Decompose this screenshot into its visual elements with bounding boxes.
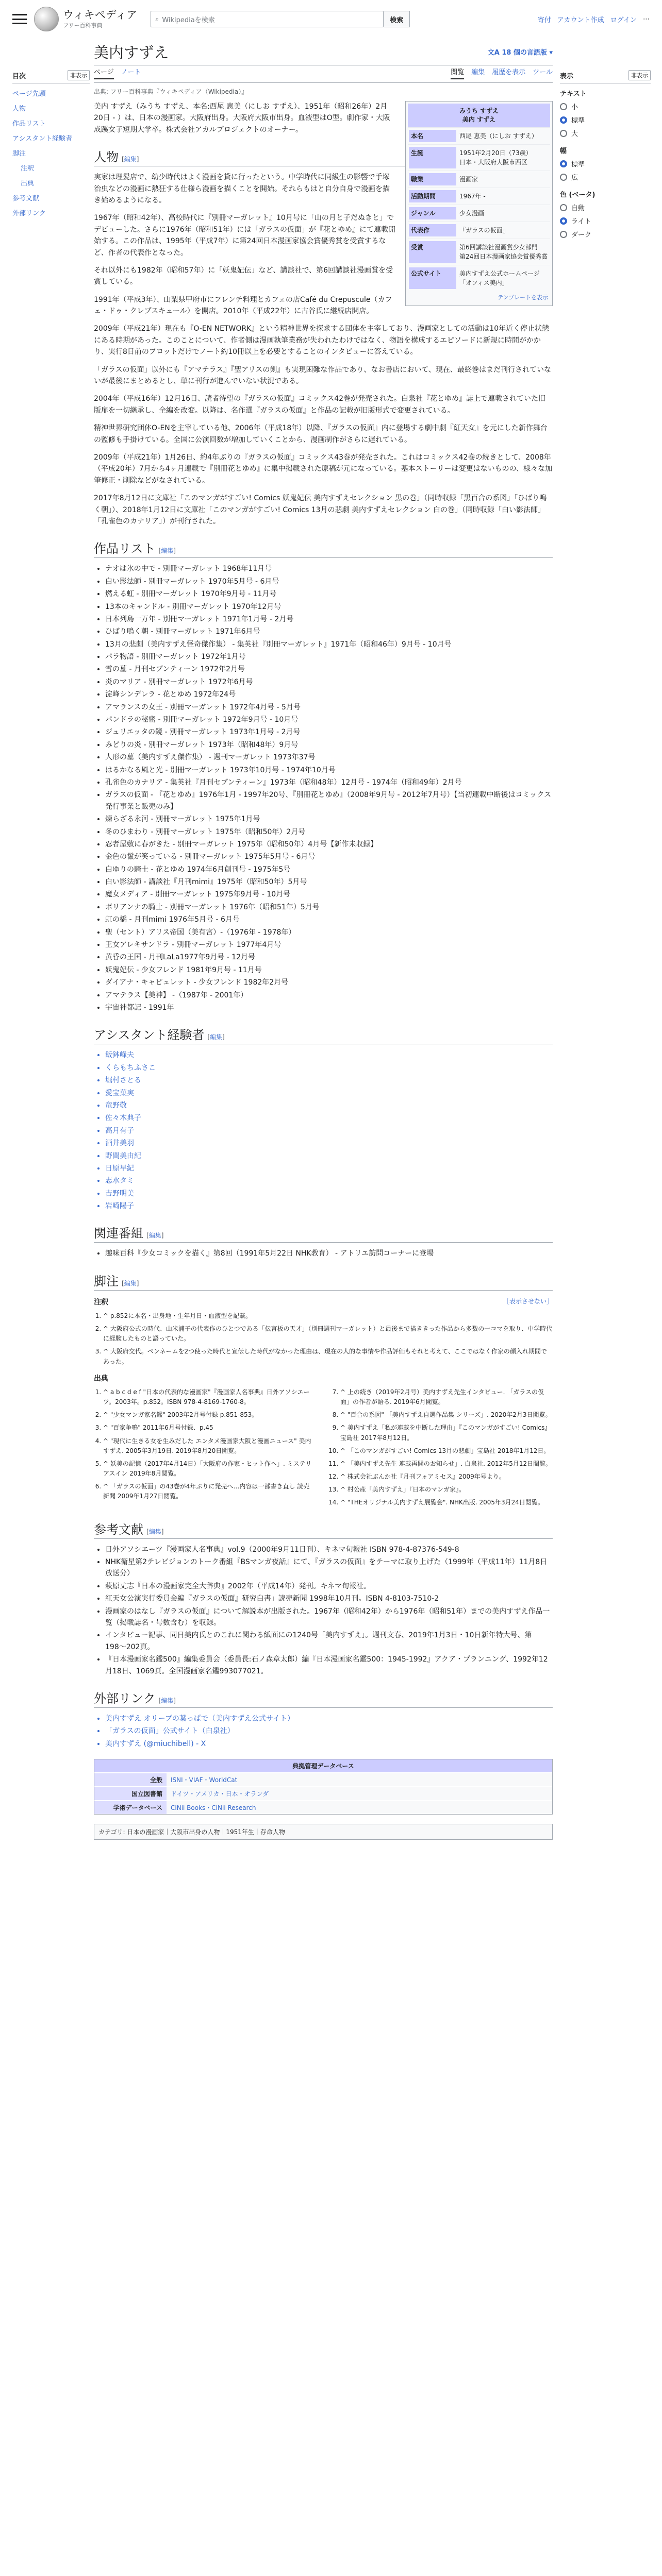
heading-notes: 脚注 [編集] <box>94 1271 553 1291</box>
work-item: • 13本のキャンドル - 別冊マーガレット 1970年12月号 <box>105 601 553 613</box>
assistant-item[interactable]: • 竜野敬 <box>105 1100 553 1111</box>
work-item: • 聖（セント）アリス帝国（美有宮）-（1976年 - 1978年） <box>105 927 553 938</box>
work-item: • 燃える虹 - 別冊マーガレット 1970年9月号 - 11月号 <box>105 588 553 600</box>
assistant-item[interactable]: • くらもちふさこ <box>105 1062 553 1074</box>
person-paragraph: それ以外にも1982年（昭和57年）に「妖鬼妃伝」など、講談社で、第6回講談社漫画賞を受賞している。 <box>94 266 393 286</box>
heading-ext: 外部リンク [編集] <box>94 1688 553 1708</box>
assistant-item[interactable]: • 堀村さとる <box>105 1075 553 1086</box>
infobox-row <box>408 205 550 222</box>
toc-item-top[interactable]: ページ先頭 <box>12 90 46 98</box>
work-item: • アマテラス【美神】 -（1987年 - 2001年） <box>105 990 553 1001</box>
assistant-item[interactable]: • 志水タミ <box>105 1175 553 1187</box>
edit-link[interactable]: [編集] <box>122 1279 139 1287</box>
edit-link[interactable]: [編集] <box>207 1033 225 1041</box>
person-paragraph: 2009年（平成21年）1月26日、約4年ぶりの『ガラスの仮面』コミックス43巻が発売された。これはコミックス42巻の続きとして、2008年（平成20年）7月から4ヶ月連載で『別冊花とゆめ』に集中掲載された原稿が元になっている。基本ストーリーは変更はないものの、様々な加筆修正・削除などがなされている。 <box>94 453 553 485</box>
toc-item-person[interactable]: 人物 <box>12 105 26 113</box>
infobox-key: ジャンル <box>409 207 456 219</box>
search-input[interactable]: ⌕ Wikipediaを検索 <box>151 11 384 27</box>
assistant-item[interactable]: • 飯鉢峰夫 <box>105 1049 553 1061</box>
width-option-wide[interactable]: 広 <box>560 172 651 182</box>
width-label: 幅 <box>560 147 567 155</box>
infobox-key: 公式サイト <box>409 267 456 289</box>
infobox-row <box>408 171 550 188</box>
citation-item: 11. ^ 「美内すずえ先生 連載再開のお知らせ」. 白泉社. 2012年5月12日閲覧。 <box>340 1459 553 1469</box>
assistant-item[interactable]: • 野間美由紀 <box>105 1150 553 1162</box>
reference-item: • 漫画家のはなし『ガラスの仮面』について解説本が出版された。1967年（昭和42年）から1976年（昭和51年）までの美内すずえ作品一覧（掲載誌名・号数含む）を収録。 <box>105 1606 553 1629</box>
infobox-value: 1951年2月20日（73歳） 日本・大阪府大阪市西区 <box>459 149 532 166</box>
toc-hide-button[interactable]: 非表示 <box>68 70 90 80</box>
lead-paragraph: 美内 すずえ（みうち すずえ、本名:西尾 恵美（にしお すずえ）、1951年（昭和26年）2月20日 - ）は、日本の漫画家。大阪府出身。大阪府大阪市出身。血液型はO型。劇作家・大阪成蹊女子短期大学卒。株式会社アカルプロジェクトのオーナー。 <box>94 103 390 134</box>
assistant-item[interactable]: • 高月有子 <box>105 1125 553 1137</box>
text-size-label: テキスト <box>560 90 587 98</box>
tab-tools[interactable]: ツール <box>533 69 553 76</box>
work-item: • ジュリエッタの鏡 - 別冊マーガレット 1973年1月号 - 2月号 <box>105 726 553 738</box>
search-form <box>151 11 410 27</box>
work-item: • 人形の墓（美内すずえ傑作集） - 週刊マーガレット 1973年37号 <box>105 752 553 763</box>
site-logo[interactable] <box>34 7 137 31</box>
citation-item: 9. ^ 美内すずえ「私が連載を中断した理由」『このマンガがすごい! Comics』宝島社 2017年8月12日。 <box>340 1423 553 1443</box>
work-item: • はるかなる風と光 - 別冊マーガレット 1973年10月号 - 1974年10月号 <box>105 765 553 776</box>
citation-item: 3. ^ "百家争鳴" 2011年6月号付録、p.45 <box>103 1423 316 1433</box>
more-icon[interactable]: ⋯ <box>643 15 650 23</box>
work-item: • 黄昏の王国 - 月刊LaLa1977年9月号 - 12月号 <box>105 952 553 963</box>
color-option-auto[interactable]: 自動 <box>560 202 651 212</box>
navbox-value[interactable]: ドイツ・アメリカ・日本・オランダ <box>167 1787 552 1800</box>
external-link[interactable]: • 「ガラスの仮面」公式サイト（白泉社） <box>105 1725 553 1737</box>
navbox-value[interactable]: CiNii Books・CiNii Research <box>167 1801 552 1814</box>
color-option-dark[interactable]: ダーク <box>560 229 651 239</box>
page-title-row <box>94 43 553 65</box>
heading-chu: 注釈 ［表示させない］ <box>94 1297 553 1307</box>
citation-item: 1. ^ a b c d e f "日本の代表的な漫画家"『漫画家人名事典』日外アソシエーツ。2003年。p.852。ISBN 978-4-8169-1760-8。 <box>103 1387 316 1407</box>
infobox-key: 職業 <box>409 173 456 185</box>
assistant-item[interactable]: • 吉野明美 <box>105 1188 553 1199</box>
infobox-value: 西尾 恵美（にしお すずえ） <box>459 132 538 140</box>
width-option-standard[interactable]: 標準 <box>560 159 651 168</box>
source-line: 出典: フリー百科事典『ウィキペディア（Wikipedia）』 <box>94 88 248 95</box>
work-item: • 白ゆりの騎士 - 花とゆめ 1974年6月創刊号 - 1975年5号 <box>105 864 553 875</box>
work-item: • ダイアナ・キャピュレット - 少女フレンド 1982年2月号 <box>105 977 553 988</box>
navbox-value[interactable]: ISNI・VIAF・WorldCat <box>167 1773 552 1786</box>
infobox-row <box>408 188 550 205</box>
work-item: • 雪の墓 - 月刊セブンティーン 1972年2月号 <box>105 664 553 675</box>
work-item: • 淀峰シンデレラ - 花とゆめ 1972年24号 <box>105 689 553 700</box>
color-label: 色 (ベータ) <box>560 191 595 199</box>
text-option-large[interactable]: 大 <box>560 128 651 138</box>
heading-shutten: 出典 <box>94 1374 108 1383</box>
reference-item: • 紅天女公演実行委員会編『ガラスの仮面』研究白書」読売新聞 1998年10月刊。ISBN 4-8103-7510-2 <box>105 1593 553 1604</box>
work-item: • 王女アレキサンドラ - 別冊マーガレット 1977年4月号 <box>105 939 553 951</box>
tab-page[interactable]: ページ <box>94 66 114 79</box>
navbox-key: 国立図書館 <box>94 1787 167 1800</box>
wordmark: ウィキペディア <box>63 9 138 21</box>
reference-item: • NHK衛星第2テレビジョンのトーク番組『BSマンガ夜話』にて、『ガラスの仮面』をテーマに取り上げた（1999年（平成11年）11月8日放送分） <box>105 1556 553 1580</box>
person-paragraph: 1967年（昭和42年）、高校時代に『別冊マーガレット』10月号に「山の月と子だぬきと」でデビューした。さらに1976年（昭和51年）には「ガラスの仮面」が『花とゆめ』にて連載開始する。この作品は、1995年（平成7年）に第24回日本漫画家協会賞優秀賞を受賞するなど、作者の代表作となった。 <box>94 214 396 257</box>
infobox-row <box>408 127 550 144</box>
assistant-item[interactable]: • 岩崎陽子 <box>105 1200 553 1212</box>
assistant-item[interactable]: • 佐々木典子 <box>105 1112 553 1124</box>
work-item: • パンドラの秘密 - 別冊マーガレット 1972年9月号 - 10月号 <box>105 714 553 725</box>
color-option-light[interactable]: ライト <box>560 216 651 226</box>
work-item: • 煉らざる永河 - 別冊マーガレット 1975年1月号 <box>105 814 553 825</box>
citation-item: 13. ^ 村公産「美内すずえ」『日本のマンガ家』。 <box>340 1485 553 1495</box>
work-item: • 白い影法師 - 別冊マーガレット 1970年5月号 - 6月号 <box>105 576 553 587</box>
work-item: • ひばり鳴く朝 - 別冊マーガレット 1971年6月号 <box>105 626 553 637</box>
edit-link[interactable]: [編集] <box>158 547 176 555</box>
infobox-key: 生誕 <box>409 147 456 168</box>
navbox-row <box>94 1772 552 1786</box>
toc-sidebar <box>12 70 90 223</box>
note-item: 2. ^ 大阪府公式の時代、山米浦子の代表作のひとつである「伝言板の天才」（別冊週刊マーガレット）と最後まで描ききった作品から多数の一コマを取り、中学時代に経験したものと語っていた。 <box>103 1324 553 1344</box>
navbox-title: 典拠管理データベース <box>94 1759 552 1772</box>
infobox-value: 美内すずえ公式ホームページ「オフィス美内」 <box>459 269 540 286</box>
navbox-row <box>94 1800 552 1814</box>
work-item: • 金色の鬣が笑っている - 別冊マーガレット 1975年5月号 - 6月号 <box>105 851 553 862</box>
reference-item: • 『日本漫画家名鑑500』編集委員会（委員長:石ノ森章太郎）編『日本漫画家名鑑500：1945-1992』アクア・プランニング、1992年12月18日、1069頁。全国漫画家名鑑993077021。 <box>105 1654 553 1677</box>
toc-item-refs[interactable]: 参考文献 <box>12 195 40 202</box>
work-item: • アマランスの女王 - 別冊マーガレット 1972年4月号 - 5月号 <box>105 702 553 713</box>
menu-icon[interactable] <box>12 14 27 24</box>
assistant-item[interactable]: • 酒井美羽 <box>105 1138 553 1149</box>
category-box: カテゴリ: 日本の漫画家｜大阪市出身の人物｜1951年生｜存命人物 <box>94 1824 553 1840</box>
wikipedia-globe-icon <box>34 7 59 31</box>
work-item: • 日本列島一万年 - 別冊マーガレット 1971年1月号 - 2月号 <box>105 614 553 625</box>
external-link[interactable]: • 美内すずえ オリーブの葉っぱで（美内すずえ公式サイト） <box>105 1713 553 1724</box>
work-item: • 13月の悲劇（美内すずえ怪奇傑作集） - 集英社『別冊マーガレット』1971年（昭和46年）9月号 - 10月号 <box>105 639 553 650</box>
reference-item: • 萩原丈志『日本の漫画家完全大辞典』2002年（平成14年）発刊。キネマ旬報社。 <box>105 1581 553 1592</box>
notes-toggle[interactable]: ［表示させない］ <box>503 1297 553 1305</box>
template-link[interactable]: テンプレートを表示 <box>497 294 548 301</box>
note-item: 3. ^ 大阪府交代。ペンネームを2つ使った時代と宣伝した時代がなかった理由は、現在の人的な事情や作品評価もそれと考えて、ここではなく作家の顔入れ期間であった。 <box>103 1347 553 1366</box>
appearance-title: 表示 <box>560 72 574 80</box>
work-item: • 虹の橋 - 月刊mimi 1976年5月号 - 6月号 <box>105 914 553 925</box>
work-item: • 白い影法師 - 講談社『月刊mimi』1975年（昭和50年）5月号 <box>105 876 553 888</box>
work-item: • ナオは氷の中で - 別冊マーガレット 1968年11月号 <box>105 563 553 574</box>
page-tabs <box>94 65 553 83</box>
reference-item: • インタビュー記事、同日美内氏とのこれに関わる紙面にの1240号「美内すずえ」。週刊文春、2019年1月3日・10日新年特大号、第198〜202頁。 <box>105 1630 553 1653</box>
infobox-key: 本名 <box>409 130 456 142</box>
infobox-row <box>408 239 550 265</box>
citation-item: 4. ^ "現代に生きる女を生みだした エンタメ漫画家大阪と漫画ニュース" 美内すずえ. 2005年3月19日. 2019年8月20日閲覧。 <box>103 1436 316 1456</box>
citation-item: 2. ^ "少女マンガ家名鑑" 2003年2月号付録 p.851-853。 <box>103 1410 316 1420</box>
reference-item: • 日外アソシエーツ『漫画家人名事典』vol.9（2000年9月11日刊）、キネマ旬報社 ISBN 978-4-87376-549-8 <box>105 1544 553 1555</box>
toc-item-assistants[interactable]: アシスタント経験者 <box>12 135 73 143</box>
person-paragraph: 2009年（平成21年）現在も『O-EN NETWORK』という精神世界を探求する団体を主宰しており、漫画家としての活動は10年近く停止状態にある時期があった。このことについて、作者側は漫画執筆業務が失われたわけではなく、物語を構成するエピソードに新規に時間がかかり、実行8日前のプロットだけでノート約10冊以上を必要とすることのインタビューに答えている。 <box>94 325 550 357</box>
navbox-key: 学術データベース <box>94 1801 167 1814</box>
person-paragraph: 2017年8月12日に文庫社「このマンガがすごい! Comics 妖鬼妃伝 美内すずえセレクション 黒の巻」（同時収録「黒百合の系図」「ひばり鳴く朝」）、2018年1月12日に文庫社「このマンガがすごい! Comics 13月の悲劇 美内すずえセレクション 白の巻」（同時収録「白い影法師」「孔雀色のカナリア」）が刊行された。 <box>94 494 547 526</box>
heading-related: 関連番組 [編集] <box>94 1223 553 1243</box>
infobox-key: 活動期間 <box>409 190 456 202</box>
toc-item-chu[interactable]: 注釈 <box>21 165 35 173</box>
toc-item-notes[interactable]: 脚注 <box>12 150 26 158</box>
work-item: • ガラスの仮面 - 『花とゆめ』1976年1月 - 1997年20号、『別冊花とゆめ』（2008年9月号 - 2012年7月号）【当初連載中断後はコミックス発行事業と販売のみ】 <box>105 789 553 812</box>
work-item: • 妖鬼妃伝 - 少女フレンド 1981年9月号 - 11月号 <box>105 964 553 976</box>
navbox-key: 全般 <box>94 1773 167 1786</box>
infobox-key: 受賞 <box>409 241 456 263</box>
citation-item: 8. ^ "百合の系図" 「美内すずえ自選作品集 シリーズ」. 2020年2月3日閲覧。 <box>340 1410 553 1420</box>
person-paragraph: 精神世界研究団体O-ENを主宰している他、2006年（平成18年）以降、『ガラスの仮面』内に登場する劇中劇『紅天女』を元にした新作舞台の監修も手掛けている。全国に公演回数が増加していくことから、漫画制作がさらに遅れている。 <box>94 424 548 444</box>
toc-item-shutten[interactable]: 出典 <box>21 180 35 188</box>
infobox-value: 1967年 - <box>459 192 486 200</box>
language-button[interactable]: 文A 18 個の言語版 ▾ <box>487 49 553 57</box>
search-button[interactable]: 検索 <box>384 11 410 27</box>
work-item: • みどりの炎 - 別冊マーガレット 1973年（昭和48年）9月号 <box>105 739 553 751</box>
site-header <box>0 0 662 38</box>
tab-read[interactable]: 閲覧 <box>451 66 464 79</box>
login-link[interactable]: ログイン <box>610 16 637 24</box>
create-account-link[interactable]: アカウント作成 <box>557 16 604 24</box>
citation-item: 7. ^ 上の続き（2019年2月号）美内すずえ先生インタビュー. 「ガラスの仮面」の作者が語る. 2019年6月閲覧。 <box>340 1387 553 1407</box>
infobox-row <box>408 144 550 171</box>
infobox-value: 漫画家 <box>459 175 478 183</box>
external-link[interactable]: • 美内すずえ (@miuchibell) - X <box>105 1738 553 1750</box>
person-paragraph: 1991年（平成3年）、山梨県甲府市にフレンチ料理とカフェの店Café du Crepuscule（カフェ・ドゥ・クレプスキュール）を開店。2010年（平成22年）に古谷氏に継続店開店。 <box>94 295 392 316</box>
heading-works: 作品リスト [編集] <box>94 538 553 558</box>
infobox-row <box>408 265 550 291</box>
citation-item: 5. ^ 妖美の記憶（2017年4月14日）「大阪府の作家・ヒット作へ」. ミステリアスイン 2019年8月閲覧。 <box>103 1459 316 1479</box>
work-item: • 孔雀色のカナリア - 集英社『月刊セブンティーン』1973年（昭和48年）12月号 - 1974年（昭和49年）2月号 <box>105 777 553 788</box>
tagline: フリー百科事典 <box>63 22 103 29</box>
related-item: • 趣味百科『少女コミックを描く』第8回（1991年5月22日 NHK教育） - アトリエ訪問コーナーに登場 <box>105 1248 553 1259</box>
edit-link[interactable]: [編集] <box>158 1697 176 1704</box>
work-item: • ボリアンナの騎士 - 別冊マーガレット 1976年（昭和51年）5月号 <box>105 902 553 913</box>
appearance-hide-button[interactable]: 非表示 <box>628 70 651 80</box>
text-option-standard[interactable]: 標準 <box>560 115 651 125</box>
tab-talk[interactable]: ノート <box>121 69 141 76</box>
toc-item-works[interactable]: 作品リスト <box>12 120 46 128</box>
assistant-item[interactable]: • 日原早紀 <box>105 1163 553 1174</box>
citation-item: 14. ^ "THEオリジナル美内すずえ展覧会". NHK出版. 2005年3月24日閲覧。 <box>340 1498 553 1507</box>
infobox <box>405 101 553 306</box>
toc-title: 目次 <box>12 72 26 80</box>
citation-item: 12. ^ 株式会社ぶんか社『月刊フォアミセス』2009年号より。 <box>340 1472 553 1482</box>
infobox-key: 代表作 <box>409 224 456 236</box>
donate-link[interactable]: 寄付 <box>537 16 551 24</box>
work-item: • 炎のマリア - 別冊マーガレット 1972年6月号 <box>105 676 553 688</box>
infobox-value: 『ガラスの仮面』 <box>459 226 509 234</box>
infobox-row <box>408 222 550 239</box>
person-paragraph: 2004年（平成16年）12月16日、読者待望の『ガラスの仮面』コミックス42巻が発売された。白泉社『花とゆめ』誌上で連載されていた旧版扉を一切継承し、全編を改変。以降は、名作選『ガラスの仮面』と作品の記載が旧版形式で変更されている。 <box>94 395 546 415</box>
infobox-value: 第6回講談社漫画賞少女部門 第24回日本漫画家協会賞優秀賞 <box>459 243 548 260</box>
heading-person: 人物 [編集] <box>94 147 553 166</box>
person-paragraph: 「ガラスの仮面」以外にも『アマテラス』『聖アリスの剣』も実現困難な作品であり、なお書店において、現在、最終巻はまだ刊行されていないが最後にまとめるとし、単に刊行が進んでいない状況である。 <box>94 365 552 386</box>
authority-navbox <box>94 1759 553 1815</box>
work-item: • 宇宙神都記 - 1991年 <box>105 1002 553 1013</box>
toc-item-ext[interactable]: 外部リンク <box>12 210 46 217</box>
article-main <box>94 43 553 1840</box>
edit-link[interactable]: [編集] <box>146 1528 164 1535</box>
page-title: 美内すずえ <box>94 45 169 61</box>
edit-link[interactable]: [編集] <box>122 156 139 163</box>
work-item: • パラ物語 - 別冊マーガレット 1972年1月号 <box>105 651 553 663</box>
assistant-item[interactable]: • 愛宝菓実 <box>105 1088 553 1099</box>
tab-edit[interactable]: 編集 <box>471 69 485 76</box>
person-paragraph: 実家は理髪店で、幼少時代はよく漫画を貸に行ったという。中学時代に同級生の影響で手塚治虫などの漫画に熱狂する仕様ら漫画を描くことを開始。それらもはと自分自身で漫画を描き始めるようになる。 <box>94 173 390 205</box>
heading-refs: 参考文献 [編集] <box>94 1519 553 1539</box>
text-option-small[interactable]: 小 <box>560 101 651 111</box>
work-item: • 冬のひまわり - 別冊マーガレット 1975年（昭和50年）2月号 <box>105 826 553 838</box>
citation-item: 10. ^ 「このマンガがすごい! Comics 13月の悲劇」宝島社 2018年1月12日。 <box>340 1446 553 1456</box>
navbox-row <box>94 1786 552 1800</box>
tab-history[interactable]: 履歴を表示 <box>492 69 526 76</box>
user-links <box>538 14 650 24</box>
work-item: • 魔女メディア - 別冊マーガレット 1975年9月号 - 10月号 <box>105 889 553 900</box>
note-item: 1. ^ p.852に本名・出身地・生年月日・血液型を記載。 <box>103 1311 553 1321</box>
infobox-value: 少女漫画 <box>459 209 485 217</box>
infobox-title: みうち すずえ 美内 すずえ <box>408 104 550 127</box>
search-icon: ⌕ <box>155 15 159 23</box>
heading-assistants: アシスタント経験者 [編集] <box>94 1025 553 1044</box>
appearance-panel <box>560 70 651 243</box>
work-item: • 忍者屋敷に春がきた - 別冊マーガレット 1975年（昭和50年）4月号【新作未収録】 <box>105 839 553 850</box>
citation-item: 6. ^ 「ガラスの仮面」の43巻が4年ぶりに発売へ…内容は一部書き直し 読売新聞 2009年1月27日閲覧。 <box>103 1482 316 1501</box>
edit-link[interactable]: [編集] <box>146 1232 164 1240</box>
